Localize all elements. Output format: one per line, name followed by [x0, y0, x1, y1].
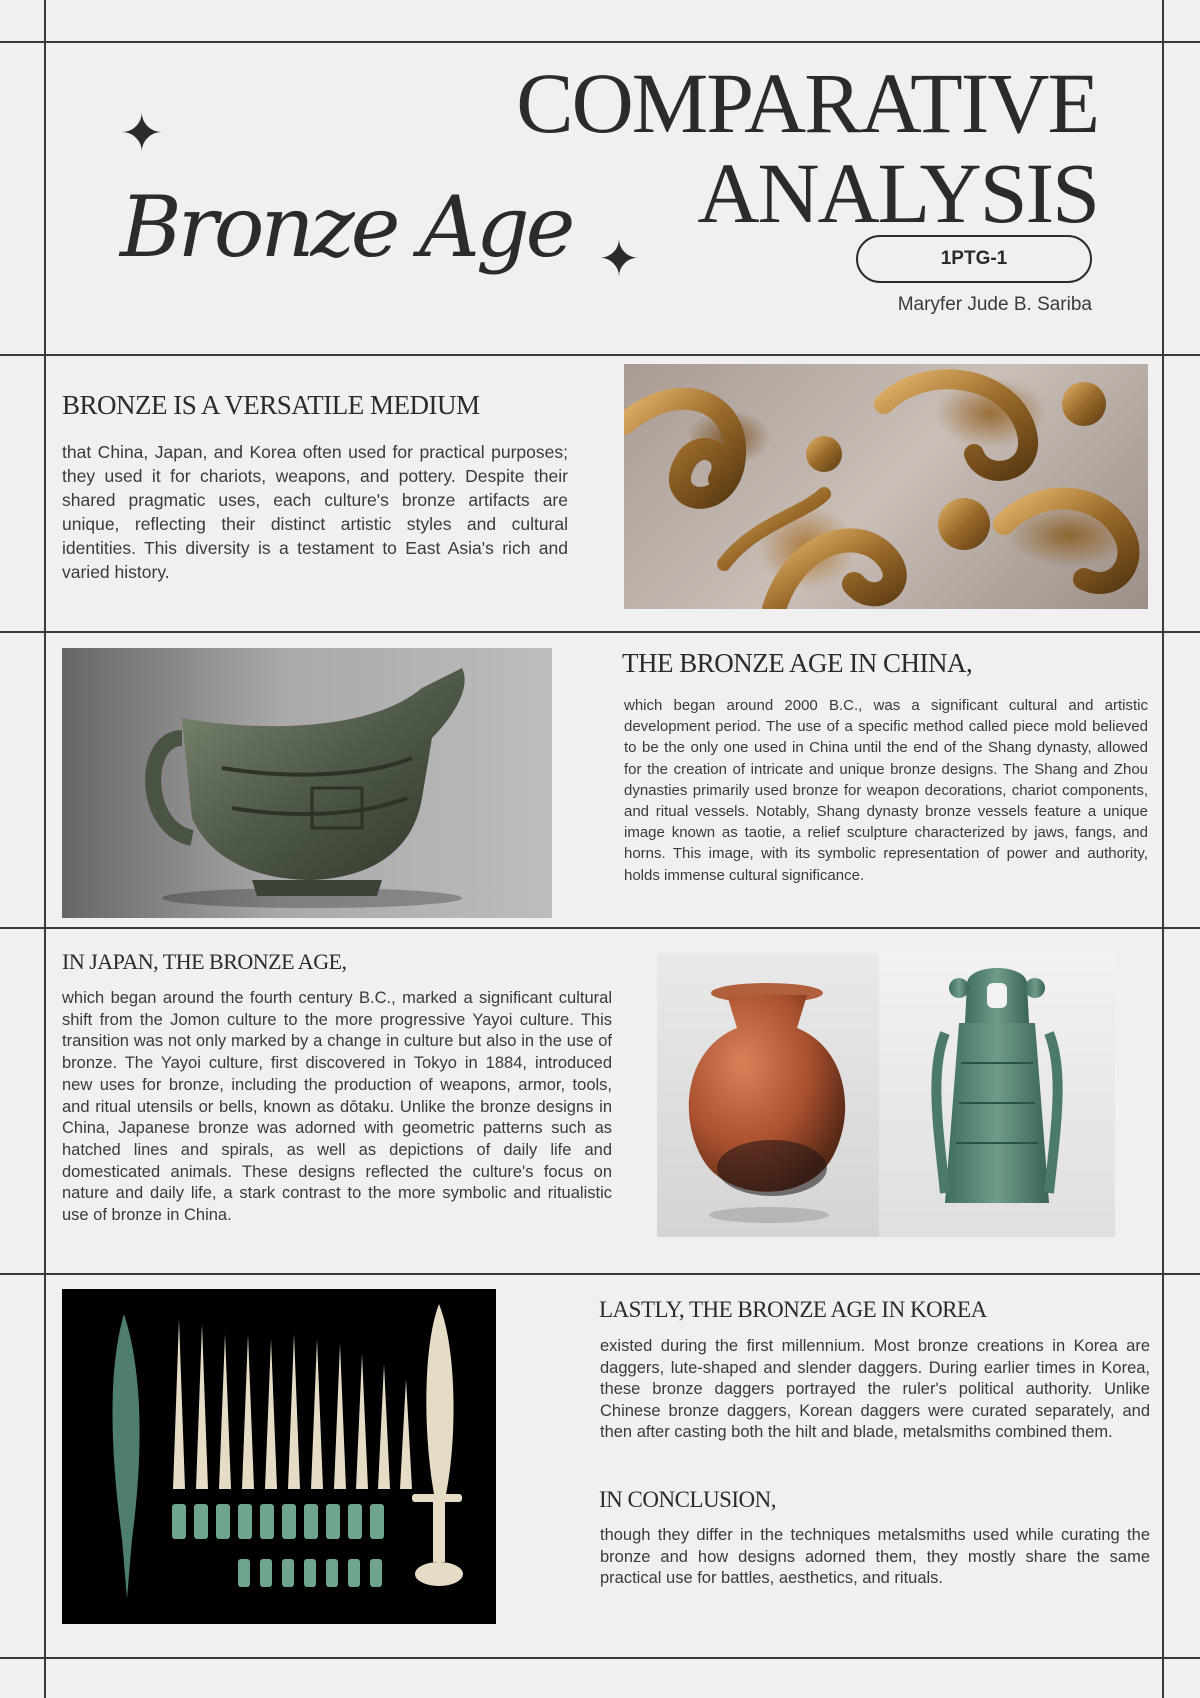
- section-body-china: which began around 2000 B.C., was a significant cultural and artistic development period. The use of a specific method called piece mold believed to be the only one used in China until the end of the Shang dynasty, allowed for the creation of intricate and unique bronze designs. The Shang and Zhou dynasties primarily used bronze for weapon decorations, chariot components, and ritual vessels. Notably, Shang dynasty bronze vessels feature a unique image known as taotie, a relief sculpture characterized by jaws, fangs, and horns. This image, with its symbolic representation of power and authority, holds immense cultural significance.: [624, 697, 1148, 884]
- section-body-korea: existed during the first millennium. Most bronze creations in Korea are daggers, lute-shaped and slender daggers. During earlier times in Korea, these bronze daggers portrayed the ruler's political authority. Unlike Chinese bronze daggers, Korean daggers were curated separately, and then after casting both the hilt and blade, metalsmiths combined them.: [600, 1337, 1150, 1442]
- section-heading-japan: IN JAPAN, THE BRONZE AGE,: [62, 949, 347, 974]
- section-heading-medium: BRONZE IS A VERSATILE MEDIUM: [62, 390, 480, 420]
- title-line-2: ANALYSIS: [697, 145, 1098, 241]
- section-heading-china: THE BRONZE AGE IN CHINA,: [622, 648, 973, 678]
- section-body-japan: which began around the fourth century B.C., marked a significant cultural shift from the Jomon culture to the more progressive Yayoi culture. This transition was not only marked by a change in culture but also in the use of bronze. The Yayoi culture, first discovered in Tokyo in 1884, introduced new uses for bronze, including the production of weapons, armor, tools, and ritual utensils or bells, known as dōtaku. Unlike the bronze designs in China, Japanese bronze was adorned with geometric patterns such as hatched lines and spirals, as well as depictions of daily life and domesticated animals. These designs reflected the culture's focus on nature and daily life, a stark contrast to the more symbolic and ritualistic use of bronze in China.: [62, 989, 612, 1225]
- sparkle-icon: ✦: [598, 230, 640, 288]
- bronze-ornament-photo: [624, 364, 1148, 609]
- vessel-illustration: [62, 648, 552, 918]
- daggers-illustration: [62, 1289, 496, 1624]
- rule-bottom: [0, 1657, 1200, 1659]
- rule-3: [0, 1273, 1200, 1275]
- section-heading-conclusion: IN CONCLUSION,: [599, 1487, 776, 1512]
- rule-header-bottom: [0, 354, 1200, 356]
- title-line-1: COMPARATIVE: [516, 55, 1098, 151]
- yayoi-pot-photo: [657, 953, 879, 1237]
- section-body-conclusion: though they differ in the techniques metalsmiths used while curating the bronze and how designs adorned them, they mostly share the same practical use for battles, aesthetics, and rituals.: [600, 1526, 1150, 1588]
- rule-2: [0, 927, 1200, 929]
- rule-left: [44, 0, 46, 1698]
- pot-illustration: [657, 953, 879, 1237]
- section-code-badge: 1PTG-1: [856, 235, 1092, 283]
- rule-top: [0, 41, 1200, 43]
- rule-right: [1162, 0, 1164, 1698]
- chinese-bronze-vessel-photo: [62, 648, 552, 918]
- sparkle-icon: ✦: [120, 104, 164, 164]
- author-name: Maryfer Jude B. Sariba: [897, 294, 1092, 315]
- page-title: [516, 55, 1098, 241]
- korean-daggers-photo: [62, 1289, 496, 1624]
- bell-illustration: [879, 953, 1115, 1237]
- script-title: Bronze Age: [120, 178, 572, 276]
- rule-1: [0, 631, 1200, 633]
- section-heading-korea: LASTLY, THE BRONZE AGE IN KOREA: [599, 1297, 987, 1322]
- dotaku-bell-photo: [879, 953, 1115, 1237]
- section-body-medium: that China, Japan, and Korea often used for practical purposes; they used it for chariots, weapons, and pottery. Despite their shared pragmatic uses, each culture's bronze artifacts are unique, reflecting their distinct artistic styles and cultural identities. This diversity is a testament to East Asia's rich and varied history.: [62, 442, 568, 582]
- ornament-illustration: [624, 364, 1148, 609]
